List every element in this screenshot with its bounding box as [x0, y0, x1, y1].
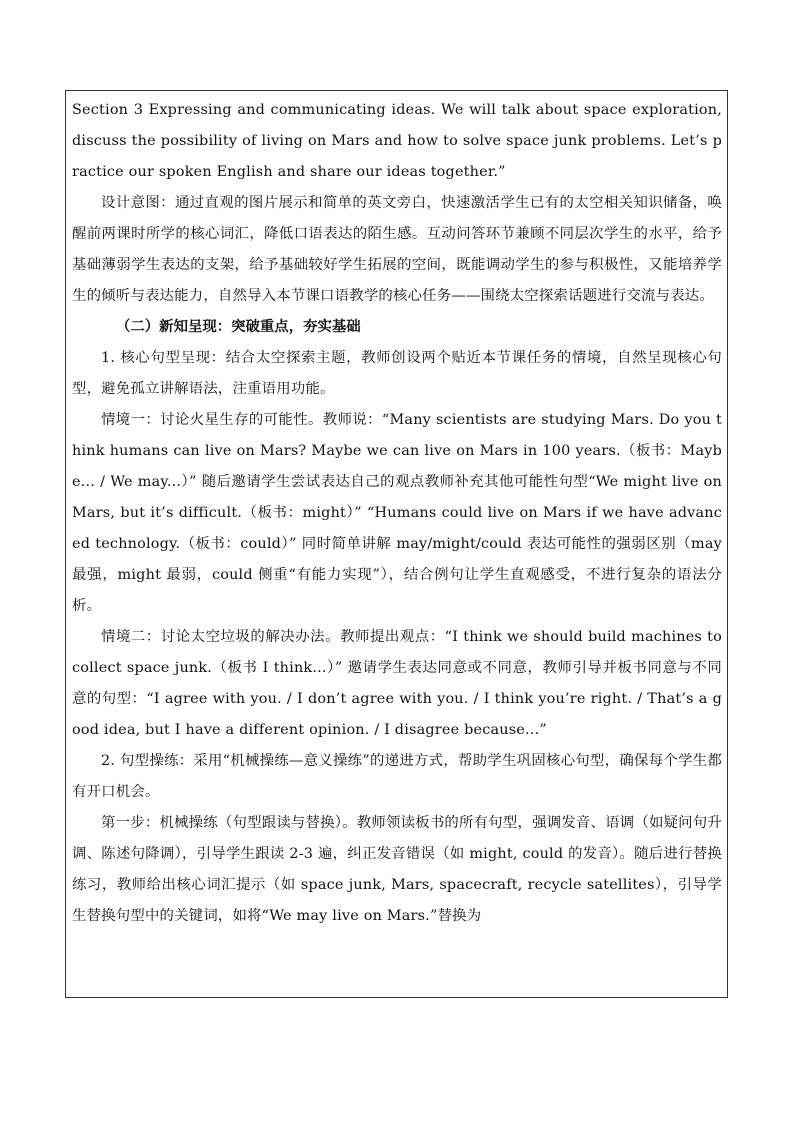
- content-table-cell: [65, 90, 728, 998]
- paragraph-design-intent: 设计意图：通过直观的图片展示和简单的英文旁白，快速激活学生已有的太空相关知识储备，唤醒前两课时所学的核心词汇，降低口语表达的陌生感。互动问答环节兼顾不同层次学生的水平，给予基础薄弱学生表达的支架，给予基础较好学生拓展的空间，既能调动学生的参与积极性，又能培养学生的倾听与表达能力，自然导入本节课口语教学的核心任务——围绕太空探索话题进行交流与表达。: [72, 195, 722, 304]
- paragraph-scenario-one: 情境一：讨论火星生存的可能性。教师说：“Many scientists are studying Mars. Do you think humans can live on Mars? Maybe we can live on Mars in 100 years.（板书：Maybe... / We may...）” 随后邀请学生尝试表达自己的观点教师补充其他可能性句型“We might live on Mars, but it’s difficult.（板书：might）” “Humans could live on Mars if we have advanced technology.（板书：could）” 同时简单讲解 may/might/could 表达可能性的强弱区别（may 最强，might 最弱，could 侧重“有能力实现”），结合例句让学生直观感受，不进行复杂的语法分析。: [72, 412, 722, 614]
- paragraph-core-sentences: 1. 核心句型呈现：结合太空探索主题，教师创设两个贴近本节课任务的情境，自然呈现核心句型，避免孤立讲解语法，注重语用功能。: [72, 350, 722, 397]
- paragraph-drill: 2. 句型操练：采用“机械操练—意义操练”的递进方式，帮助学生巩固核心句型，确保每个学生都有开口机会。: [72, 753, 722, 800]
- paragraph-scenario-two: 情境二：讨论太空垃圾的解决办法。教师提出观点：“I think we should build machines to collect space junk.（板书 I think...）” 邀请学生表达同意或不同意，教师引导并板书同意与不同意的句型：“I agree with you. / I don’t agree with you. / I think you’re right. / That’s a good idea, but I have a different opinion. / I disagree because...”: [72, 629, 722, 738]
- paragraph-section-intro: Section 3 Expressing and communicating ideas. We will talk about space exploration, discuss the possibility of living on Mars and how to solve space junk problems. Let’s practice our spoken English and share our ideas together.”: [72, 102, 722, 180]
- document-body: [72, 95, 722, 932]
- section-heading: （二）新知呈现：突破重点，夯实基础: [116, 319, 361, 335]
- paragraph-step-one: 第一步：机械操练（句型跟读与替换）。教师领读板书的所有句型，强调发音、语调（如疑问句升调、陈述句降调），引导学生跟读 2-3 遍，纠正发音错误（如 might, could 的发音）。随后进行替换练习，教师给出核心词汇提示（如 space junk, Mars, spacecraft, recycle satellites），引导学生替换句型中的关键词，如将“We may live on Mars.”替换为: [72, 815, 722, 924]
